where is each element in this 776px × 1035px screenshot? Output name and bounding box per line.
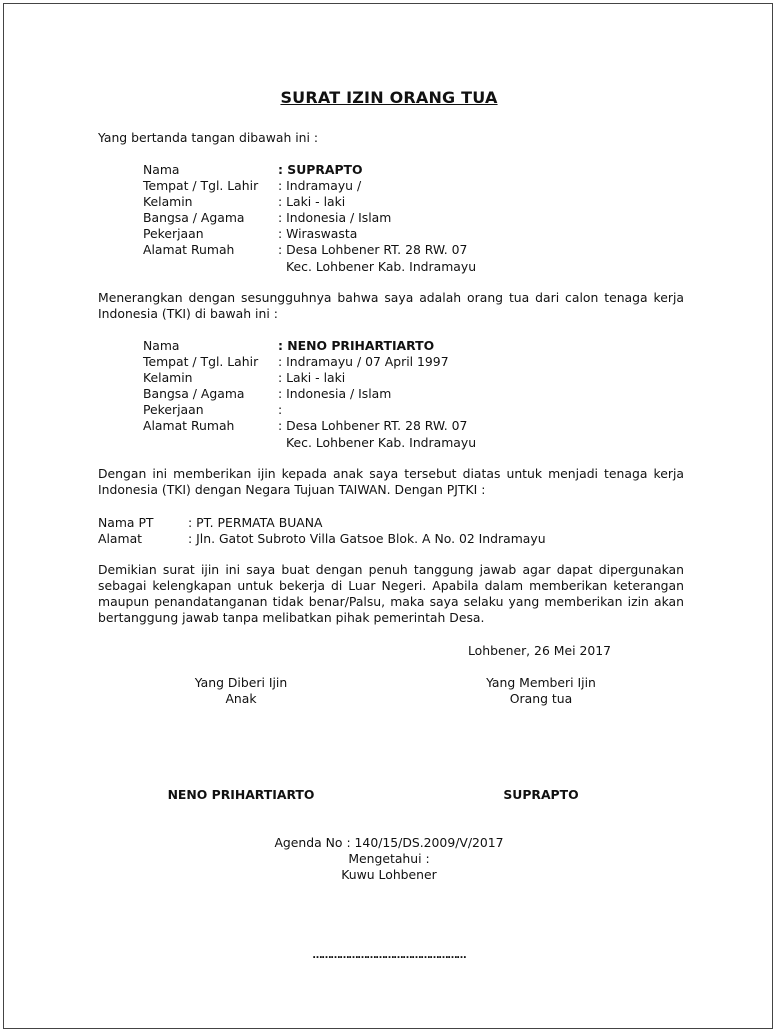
- parent-address-value: : Desa Lohbener RT. 28 RW. 07: [278, 242, 468, 257]
- child-name-label: Nama: [143, 338, 180, 353]
- parent-occupation-value: : Wiraswasta: [278, 226, 358, 241]
- parent-birth-label: Tempat / Tgl. Lahir: [143, 178, 259, 193]
- statement-paragraph: Menerangkan dengan sesungguhnya bahwa saya adalah orang tua dari calon tenaga kerja Indonesia (TKI) di bawah ini :: [98, 290, 684, 321]
- right-signer-role: Yang Memberi Ijin: [486, 675, 596, 690]
- place-date: Lohbener, 26 Mei 2017: [468, 643, 611, 658]
- child-name-value: : NENO PRIHARTIARTO: [278, 338, 435, 353]
- acknowledged-label: Mengetahui :: [348, 851, 430, 866]
- child-address-continued: Kec. Lohbener Kab. Indramayu: [286, 435, 477, 450]
- child-occupation-label: Pekerjaan: [143, 402, 204, 417]
- signature-line: ……………………………………………: [312, 950, 466, 961]
- official-title: Kuwu Lohbener: [341, 867, 437, 882]
- child-gender-value: : Laki - laki: [278, 370, 346, 385]
- parent-gender-value: : Laki - laki: [278, 194, 346, 209]
- agenda-number: Agenda No : 140/15/DS.2009/V/2017: [274, 835, 504, 850]
- parent-birth-value: : Indramayu /: [278, 178, 362, 193]
- parent-nationality-label: Bangsa / Agama: [143, 210, 245, 225]
- right-signer-relation: Orang tua: [509, 691, 573, 706]
- parent-address-label: Alamat Rumah: [143, 242, 235, 257]
- parent-nationality-value: : Indonesia / Islam: [278, 210, 392, 225]
- child-nationality-label: Bangsa / Agama: [143, 386, 245, 401]
- left-signer-name: NENO PRIHARTIARTO: [167, 787, 315, 802]
- child-nationality-value: : Indonesia / Islam: [278, 386, 392, 401]
- company-name-value: : PT. PERMATA BUANA: [188, 515, 323, 530]
- intro-text: Yang bertanda tangan dibawah ini :: [98, 130, 319, 145]
- child-occupation-value: :: [278, 402, 283, 417]
- parent-gender-label: Kelamin: [143, 194, 193, 209]
- right-signer-name: SUPRAPTO: [503, 787, 579, 802]
- parent-name-label: Nama: [143, 162, 180, 177]
- company-address-label: Alamat: [98, 531, 143, 546]
- parent-occupation-label: Pekerjaan: [143, 226, 204, 241]
- left-signer-relation: Anak: [225, 691, 257, 706]
- document-title: SURAT IZIN ORANG TUA: [280, 88, 498, 107]
- child-address-value: : Desa Lohbener RT. 28 RW. 07: [278, 418, 468, 433]
- company-address-value: : Jln. Gatot Subroto Villa Gatsoe Blok. A No. 02 Indramayu: [188, 531, 546, 546]
- letter-page: [3, 3, 773, 1029]
- child-birth-label: Tempat / Tgl. Lahir: [143, 354, 259, 369]
- parent-name-value: : SUPRAPTO: [278, 162, 363, 177]
- child-address-label: Alamat Rumah: [143, 418, 235, 433]
- child-gender-label: Kelamin: [143, 370, 193, 385]
- child-birth-value: : Indramayu / 07 April 1997: [278, 354, 449, 369]
- closing-paragraph: Demikian surat ijin ini saya buat dengan penuh tanggung jawab agar dapat dipergunakan sebagai kelengkapan untuk bekerja di Luar Negeri. Apabila dalam memberikan keterangan maupun penandatanganan tidak benar/Palsu, maka saya selaku yang memberikan izin akan bertanggung jawab tanpa melibatkan pihak pemerintah Desa.: [98, 562, 684, 625]
- permission-paragraph: Dengan ini memberikan ijin kepada anak saya tersebut diatas untuk menjadi tenaga kerja Indonesia (TKI) dengan Negara Tujuan TAIWAN. Dengan PJTKI :: [98, 466, 684, 497]
- left-signer-role: Yang Diberi Ijin: [194, 675, 288, 690]
- company-name-label: Nama PT: [98, 515, 154, 530]
- parent-address-continued: Kec. Lohbener Kab. Indramayu: [286, 259, 477, 274]
